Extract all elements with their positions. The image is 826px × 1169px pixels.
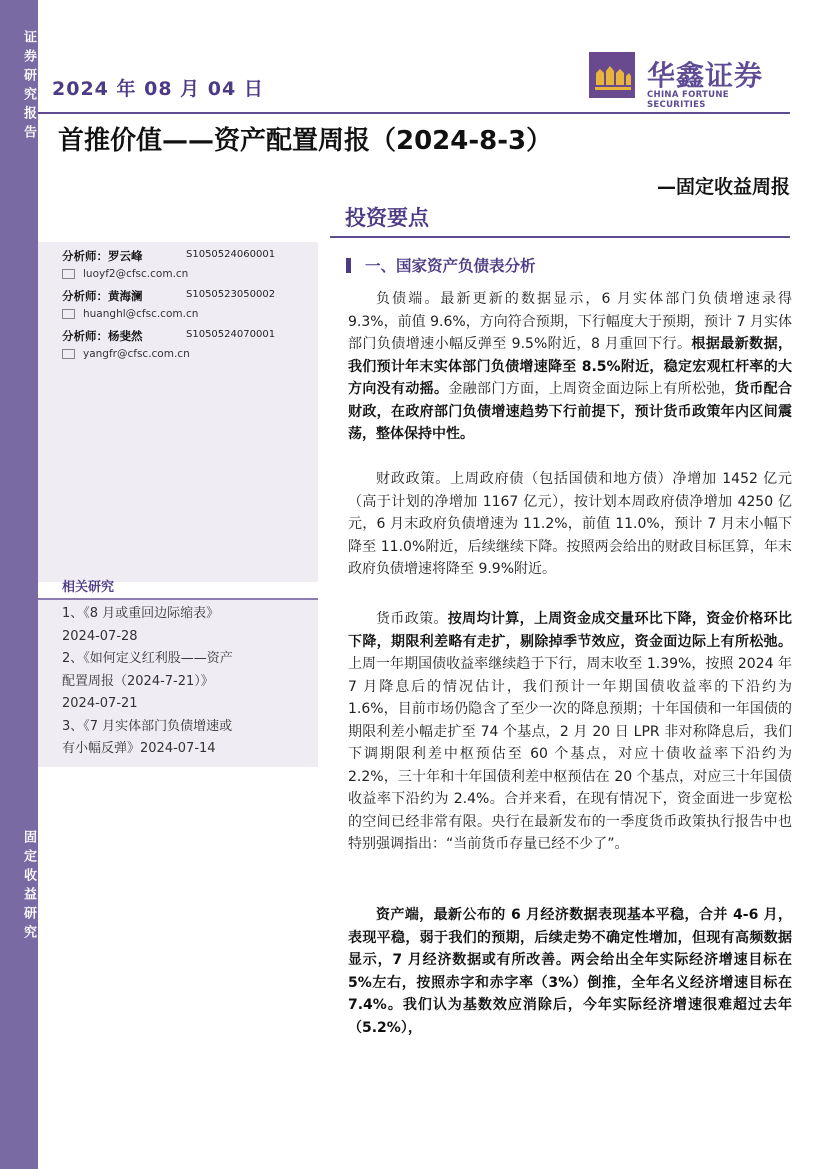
paragraph-fiscal-policy [348, 468, 792, 581]
analyst-panel [38, 242, 318, 582]
paragraph-assets [348, 904, 792, 1039]
analyst-cert-number: S1050524060001 [186, 249, 276, 260]
logo-chinese-name: 华鑫证券 [647, 59, 764, 92]
paragraph-monetary-policy [348, 608, 792, 856]
email-icon [62, 269, 75, 279]
analyst-name: 分析师：杨斐然 [62, 329, 143, 343]
email-address: huanghl@cfsc.com.cn [83, 308, 199, 320]
section-bar-icon [346, 258, 351, 273]
analyst-3-email[interactable] [62, 348, 190, 360]
key-points-heading: 投资要点 [345, 206, 429, 230]
header-divider [38, 112, 790, 114]
paragraph-text: 财政政策。上周政府债（包括国债和地方债）净增加 1452 亿元（高于计划的净增加 1167 亿元），按计划本周政府债净增加 4250 亿元，6 月末政府负债增速为 11.2%，前值 11.0%，预计 7 月末小幅下降至 11.0%附近，后续继续下降。按照两会给出的财政目标匡算，年末政府负债增速将降至 9.9%附近。 [348, 471, 792, 577]
related-research-list [38, 600, 318, 767]
analyst-3 [62, 328, 276, 344]
related-item-3-title[interactable]: 3、《7 月实体部门负债增速或 [62, 718, 233, 734]
paragraph-text: 上周一年期国债收益率继续趋于下行，周末收至 1.39%，按照 2024 年 7 月降息后的情况估计，我们预计一年期国债收益率的下沿约为 1.6%，目前市场仍隐含了至少一次的降息预期；十年国债和一年国债的期限利差小幅走扩至 74 个基点，2 月 20 日 LPR 非对称降息后，我们下调期限利差中枢预估至 60 个基点，对应十债收益率下沿约为 2.2%，三十年和十年国债利差中枢预估在 20 个基点，对应三十年国债收益率下沿约为 2.4%。合并来看，在现有情况下，资金面进一步宽松的空间已经非常有限。央行在最新发布的一季度货币政策执行报告中也特别强调指出：“当前货币存量已经不少了”。 [348, 656, 792, 852]
logo-mark-icon [589, 52, 635, 98]
related-item-2-title-cont[interactable]: 配置周报（2024-7-21）》 [62, 673, 214, 689]
analyst-name: 分析师：罗云峰 [62, 249, 143, 263]
paragraph-emphasis: 根据最新数据，我们预计年末实体部门负债增速降至 8.5%附近，稳定宏观杠杆率的大方向没有动摇。 [348, 336, 793, 397]
paragraph-emphasis: 货币配合财政，在政府部门负债增速趋势下行前提下，预计货币政策年内区间震荡，整体保持中性。 [348, 381, 793, 442]
sidebar-bottom-label: 固定收益研究 [21, 830, 36, 944]
related-item-1-date: 2024-07-28 [62, 628, 138, 644]
related-item-3-title-cont[interactable]: 有小幅反弹》2024-07-14 [62, 741, 216, 756]
company-logo [589, 52, 789, 108]
related-research [38, 578, 318, 767]
logo-english-name: CHINA FORTUNE SECURITIES [647, 90, 729, 110]
analyst-2-email[interactable] [62, 308, 198, 320]
related-item-2-title[interactable]: 2、《如何定义红利股——资产 [62, 651, 233, 666]
analyst-1-email[interactable] [62, 268, 188, 280]
email-address: luoyf2@cfsc.com.cn [83, 268, 189, 280]
paragraph-text: 负债端。最新更新的数据显示，6 月实体部门负债增速录得 9.3%，前值 9.6%，方向符合预期，下行幅度大于预期，预计 7 月实体部门负债增速小幅反弹至 9.5%附近，8 月重回下行。 [348, 291, 792, 352]
related-item-1-title[interactable]: 1、《8 月或重回边际缩表》 [62, 606, 220, 621]
sidebar-top-label: 证券研究报告 [21, 30, 36, 144]
report-title: 首推价值——资产配置周报（2024-8-3） [58, 126, 553, 156]
report-date: 2024 年 08 月 04 日 [52, 78, 264, 100]
section-heading [346, 254, 536, 276]
paragraph-emphasis: 资产端，最新公布的 6 月经济数据表现基本平稳，合并 4-6 月，表现平稳，弱于我们的预期，后续走势不确定性增加，但现有高频数据显示，7 月经济数据或有所改善。两会给出全年实际经济增速目标在 5%左右，按照赤字和赤字率（3%）倒推，全年名义经济增速目标在 7.4%。我们认为基数效应消除后，今年实际经济增速很难超过去年（5.2%）， [348, 907, 792, 1036]
email-icon [62, 309, 75, 319]
analyst-cert-number: S1050523050002 [186, 289, 276, 300]
email-address: yangfr@cfsc.com.cn [83, 348, 190, 360]
paragraph-liabilities [348, 288, 792, 446]
section-title: 一、国家资产负债表分析 [365, 257, 536, 275]
analyst-1 [62, 248, 276, 264]
key-points-divider [330, 236, 790, 238]
related-research-heading: 相关研究 [62, 580, 115, 595]
report-subtitle: —固定收益周报 [656, 176, 790, 198]
email-icon [62, 349, 75, 359]
analyst-cert-number: S1050524070001 [186, 329, 276, 340]
left-sidebar [0, 0, 38, 1169]
paragraph-emphasis: 按周均计算，上周资金成交量环比下降，资金价格环比下降，期限利差略有走扩，剔除掉季节效应，资金面边际上有所松弛。 [348, 611, 793, 650]
analyst-name: 分析师：黄海澜 [62, 289, 143, 303]
paragraph-text: 货币政策。 [376, 611, 448, 627]
paragraph-text: 金融部门方面，上周资金面边际上有所松弛， [448, 381, 736, 397]
related-item-2-date: 2024-07-21 [62, 696, 138, 711]
analyst-2 [62, 288, 276, 304]
